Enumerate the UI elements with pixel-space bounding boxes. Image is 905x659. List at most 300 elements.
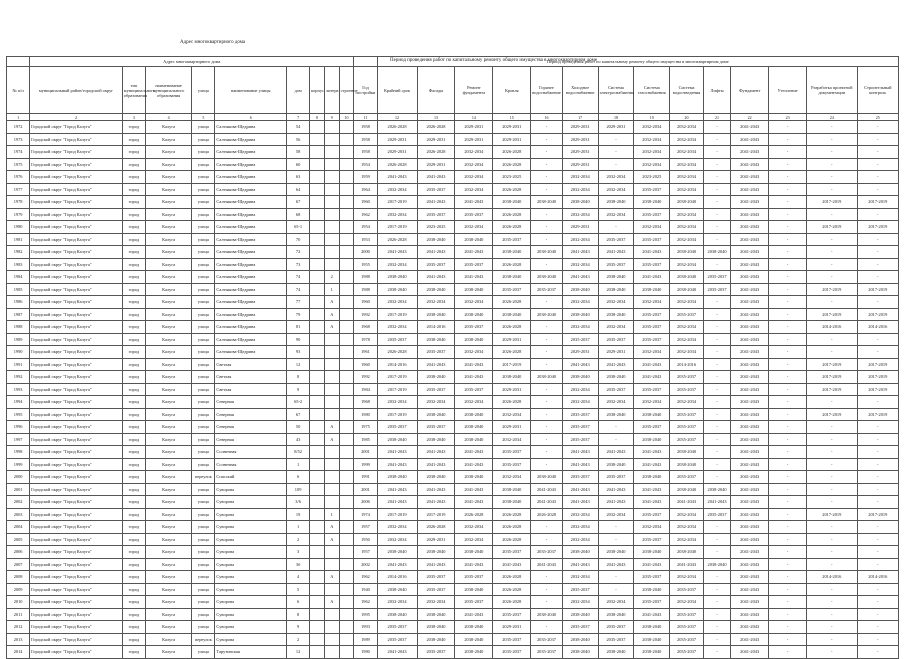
table-cell: улица	[192, 346, 215, 359]
table-cell: 2038-2040	[670, 483, 704, 496]
table-row	[7, 233, 899, 246]
table-cell: Городской округ "Город Калуга"	[30, 608, 123, 621]
table-cell: 2035-2037	[493, 446, 531, 459]
table-cell: -	[807, 433, 858, 446]
table-cell: -	[807, 621, 858, 634]
table-cell: Городской округ "Город Калуга"	[30, 571, 123, 584]
table-cell: 2041-2043	[377, 246, 417, 259]
table-row	[7, 471, 899, 484]
table-cell: -	[703, 308, 730, 321]
table-cell: Калуга	[145, 383, 191, 396]
table-cell: 2009	[7, 583, 30, 596]
table-cell: 2038-2040	[531, 608, 563, 621]
table-cell: 1968	[354, 396, 377, 409]
table-cell: -	[703, 371, 730, 384]
table-cell: 2032-2034	[634, 346, 670, 359]
table-cell: 2029-2031	[493, 383, 531, 396]
table-cell: 2038-2040	[634, 471, 670, 484]
table-cell: 2017-2019	[807, 508, 858, 521]
table-cell	[310, 308, 325, 321]
table-cell: город	[122, 433, 145, 446]
table-cell: Калуга	[145, 258, 191, 271]
column-number: 17	[562, 114, 598, 121]
table-cell: -	[769, 521, 807, 534]
table-cell: 2000	[7, 471, 30, 484]
table-row	[7, 283, 899, 296]
table-cell: 2041-2043	[598, 246, 634, 259]
table-cell: -	[857, 583, 898, 596]
table-cell: город	[122, 258, 145, 271]
table-cell: 1992	[354, 371, 377, 384]
table-cell: 2041-2043	[634, 446, 670, 459]
table-cell: Салтыкова-Щедрина	[215, 296, 287, 309]
table-cell: -	[807, 158, 858, 171]
table-cell: 2032-2034	[634, 221, 670, 234]
table-cell: Салтыкова-Щедрина	[215, 221, 287, 234]
table-cell	[339, 408, 354, 421]
table-cell: 1958	[354, 121, 377, 134]
table-cell: 2035-2037	[493, 608, 531, 621]
table-cell: -	[769, 408, 807, 421]
table-cell: Калуга	[145, 521, 191, 534]
table-row	[7, 558, 899, 571]
table-cell: 1984	[7, 271, 30, 284]
table-cell: 2017-2019	[807, 383, 858, 396]
table-cell: 1968	[354, 321, 377, 334]
table-cell: 2038-2040	[598, 283, 634, 296]
table-cell: -	[857, 158, 898, 171]
table-cell: Салтыкова-Щедрина	[215, 133, 287, 146]
table-cell: -	[598, 421, 634, 434]
table-cell: 2041-2043	[455, 446, 493, 459]
table-cell: 2041-2043	[731, 271, 769, 284]
table-cell: 43	[287, 433, 310, 446]
table-cell: 2041-2043	[417, 246, 455, 259]
table-cell	[324, 158, 339, 171]
table-cell: 2041-2043	[455, 246, 493, 259]
table-cell: Калуга	[145, 571, 191, 584]
table-cell: 2035-2037	[670, 646, 704, 659]
table-cell: -	[531, 296, 563, 309]
table-cell: 2029-2031	[493, 133, 531, 146]
table-cell: 2041-2043	[731, 521, 769, 534]
table-cell: улица	[192, 608, 215, 621]
table-cell: Суворова	[215, 608, 287, 621]
table-cell: 2032-2034	[455, 521, 493, 534]
table-cell: 2041-2043	[377, 558, 417, 571]
table-cell: -	[857, 421, 898, 434]
table-cell: 2035-2037	[598, 333, 634, 346]
table-cell: -	[703, 158, 730, 171]
table-cell	[324, 583, 339, 596]
table-cell: 2032-2034	[670, 596, 704, 609]
table-cell: 2035-2037	[493, 646, 531, 659]
table-cell: 2041-2043	[731, 208, 769, 221]
table-cell: 2035-2037	[417, 421, 455, 434]
table-cell: 2041-2043	[562, 458, 598, 471]
table-cell: -	[857, 271, 898, 284]
table-cell: -	[703, 421, 730, 434]
table-cell: 2038-2040	[531, 196, 563, 209]
table-row	[7, 258, 899, 271]
column-number: 25	[857, 114, 898, 121]
table-cell: 2000	[354, 246, 377, 259]
table-cell: город	[122, 121, 145, 134]
table-cell: -	[598, 433, 634, 446]
table-cell: -	[703, 358, 730, 371]
table-cell: Городской округ "Город Калуга"	[30, 208, 123, 221]
table-cell: 2041-2043	[731, 433, 769, 446]
column-header: Год постройки	[354, 67, 377, 114]
table-cell: 2041-2043	[731, 283, 769, 296]
table-cell: -	[769, 496, 807, 509]
table-cell: 2041-2043	[731, 358, 769, 371]
table-cell	[339, 633, 354, 646]
table-cell: 2032-2034	[598, 208, 634, 221]
table-cell: 1982	[7, 246, 30, 259]
table-cell: Салтыкова-Щедрина	[215, 183, 287, 196]
table-cell: Салтыкова-Щедрина	[215, 321, 287, 334]
table-cell: улица	[192, 546, 215, 559]
table-cell: 2038-2040	[417, 371, 455, 384]
table-cell: 2017-2019	[377, 508, 417, 521]
table-cell: Салтыкова-Щедрина	[215, 258, 287, 271]
table-cell: 2041-2043	[531, 483, 563, 496]
table-cell: -	[769, 133, 807, 146]
table-cell: Спасский	[215, 471, 287, 484]
table-cell: город	[122, 296, 145, 309]
table-cell	[310, 133, 325, 146]
table-cell: -	[769, 533, 807, 546]
table-cell: город	[122, 521, 145, 534]
table-cell: 2014-2016	[857, 571, 898, 584]
table-cell: Городской округ "Город Калуга"	[30, 583, 123, 596]
table-cell: -	[769, 196, 807, 209]
table-cell: -	[769, 596, 807, 609]
column-number: 15	[493, 114, 531, 121]
table-cell: 2041-2043	[377, 171, 417, 184]
table-cell: 77	[287, 296, 310, 309]
column-header: Крайний срок	[377, 67, 417, 114]
table-cell: 2038-2040	[670, 446, 704, 459]
table-cell	[310, 521, 325, 534]
column-header: наименование улицы	[215, 67, 287, 114]
column-header: дом	[287, 67, 310, 114]
table-cell: -	[531, 421, 563, 434]
table-cell: 1999	[7, 458, 30, 471]
table-cell: -	[531, 221, 563, 234]
table-cell: -	[531, 408, 563, 421]
table-cell: 2041-2043	[417, 446, 455, 459]
table-row	[7, 133, 899, 146]
table-cell: 2032-2034	[377, 596, 417, 609]
table-cell: 2035-2037	[634, 183, 670, 196]
table-cell: Салтыкова-Щедрина	[215, 246, 287, 259]
table-cell: 2032-2034	[670, 208, 704, 221]
table-cell: улица	[192, 208, 215, 221]
column-header: Система водоотведения	[670, 67, 704, 114]
table-cell: улица	[192, 271, 215, 284]
table-row	[7, 521, 899, 534]
table-cell: 2017-2019	[857, 283, 898, 296]
table-cell: 2041-2043	[731, 196, 769, 209]
table-cell: 2038-2040	[531, 271, 563, 284]
table-cell: 2032-2034	[634, 521, 670, 534]
table-cell: Солнечная	[215, 458, 287, 471]
table-cell: 2041-2043	[731, 608, 769, 621]
table-cell: 2041-2043	[455, 371, 493, 384]
table-cell: 2007	[7, 558, 30, 571]
table-cell: 2035-2037	[493, 233, 531, 246]
table-cell: город	[122, 171, 145, 184]
table-cell: 2041-2043	[731, 221, 769, 234]
table-cell: 1962	[354, 208, 377, 221]
table-cell: Калуга	[145, 533, 191, 546]
table-cell: 2035-2037	[562, 621, 598, 634]
table-cell	[310, 233, 325, 246]
table-cell: 3	[287, 546, 310, 559]
table-cell: 2038-2040	[562, 308, 598, 321]
table-cell: город	[122, 471, 145, 484]
table-cell: Городской округ "Город Калуга"	[30, 558, 123, 571]
table-cell: -	[703, 121, 730, 134]
table-cell: Городской округ "Город Калуга"	[30, 521, 123, 534]
table-cell: улица	[192, 521, 215, 534]
table-cell	[339, 296, 354, 309]
table-cell: -	[769, 546, 807, 559]
table-cell: 2029-2031	[562, 158, 598, 171]
table-cell: 2041-2043	[731, 258, 769, 271]
table-cell: 2038-2040	[417, 233, 455, 246]
table-cell: улица	[192, 221, 215, 234]
table-cell: -	[769, 321, 807, 334]
table-cell: -	[769, 246, 807, 259]
table-cell: Калуга	[145, 233, 191, 246]
table-cell: Калуга	[145, 483, 191, 496]
table-cell: -	[857, 258, 898, 271]
table-cell: Городской округ "Город Калуга"	[30, 258, 123, 271]
table-cell	[339, 308, 354, 321]
table-cell	[310, 508, 325, 521]
table-cell: 2038-2040	[598, 308, 634, 321]
table-cell: 2035-2037	[455, 208, 493, 221]
table-cell	[310, 408, 325, 421]
table-row	[7, 333, 899, 346]
table-cell: Калуга	[145, 283, 191, 296]
table-cell	[339, 371, 354, 384]
table-cell: Городской округ "Город Калуга"	[30, 283, 123, 296]
table-cell: 2032-2034	[493, 433, 531, 446]
table-cell: 2026-2028	[493, 571, 531, 584]
table-cell: Калуга	[145, 371, 191, 384]
table-cell: -	[857, 246, 898, 259]
table-cell: город	[122, 321, 145, 334]
table-cell: 2041-2043	[562, 558, 598, 571]
table-cell: 2032-2034	[377, 396, 417, 409]
table-cell: 2041-2043	[562, 271, 598, 284]
table-cell: 1985	[354, 433, 377, 446]
table-cell: 2032-2034	[417, 296, 455, 309]
table-cell: 2041-2043	[731, 396, 769, 409]
table-cell: город	[122, 246, 145, 259]
table-cell: 2038-2040	[634, 583, 670, 596]
table-cell: 1994	[7, 396, 30, 409]
table-cell: Городской округ "Город Калуга"	[30, 396, 123, 409]
table-cell: 8/52	[287, 446, 310, 459]
table-cell: Городской округ "Город Калуга"	[30, 471, 123, 484]
table-cell: 2041-2043	[562, 446, 598, 459]
table-cell: город	[122, 396, 145, 409]
table-cell	[324, 246, 339, 259]
table-cell: -	[531, 621, 563, 634]
table-cell	[310, 221, 325, 234]
table-cell: -	[703, 396, 730, 409]
table-cell: 2017-2019	[807, 221, 858, 234]
table-cell: -	[598, 158, 634, 171]
table-cell: -	[807, 521, 858, 534]
table-cell: 2032-2034	[670, 571, 704, 584]
table-cell: улица	[192, 621, 215, 634]
table-cell: -	[769, 333, 807, 346]
table-cell: 1	[287, 521, 310, 534]
table-cell: 2038-2040	[531, 371, 563, 384]
table-cell: 2041-2043	[731, 583, 769, 596]
table-cell: -	[857, 621, 898, 634]
table-cell	[339, 583, 354, 596]
table-cell: 2035-2037	[562, 421, 598, 434]
table-cell: 2038-2040	[455, 233, 493, 246]
column-header: Ремонт фундамента	[455, 67, 493, 114]
table-cell	[324, 146, 339, 159]
table-cell: Светлая	[215, 358, 287, 371]
table-cell: 2035-2037	[531, 283, 563, 296]
table-cell: 2035-2037	[634, 596, 670, 609]
table-cell	[310, 483, 325, 496]
table-cell: 1985	[7, 283, 30, 296]
table-cell: -	[807, 596, 858, 609]
table-cell	[339, 233, 354, 246]
table-cell: 2035-2037	[493, 458, 531, 471]
table-cell: 2026-2028	[493, 146, 531, 159]
table-cell: -	[769, 458, 807, 471]
table-cell: Суворова	[215, 546, 287, 559]
table-cell: -	[857, 646, 898, 659]
table-cell	[310, 583, 325, 596]
table-cell: -	[769, 121, 807, 134]
table-cell: Городской округ "Город Калуга"	[30, 408, 123, 421]
table-cell: -	[857, 496, 898, 509]
table-cell: 2041-2043	[455, 358, 493, 371]
table-cell: Калуга	[145, 508, 191, 521]
table-cell: -	[703, 446, 730, 459]
table-cell: -	[857, 558, 898, 571]
table-cell: 1976	[7, 171, 30, 184]
table-cell: 2041-2043	[731, 483, 769, 496]
table-cell: 8	[287, 371, 310, 384]
table-cell: 2035-2037	[562, 408, 598, 421]
table-cell: 2038-2040	[493, 308, 531, 321]
table-cell: 2038-2040	[493, 483, 531, 496]
table-cell: 2032-2034	[634, 133, 670, 146]
table-row	[7, 421, 899, 434]
table-cell: 2035-2037	[634, 508, 670, 521]
table-cell: 2038-2040	[455, 621, 493, 634]
table-cell	[324, 208, 339, 221]
table-cell: Калуга	[145, 358, 191, 371]
table-cell: Калуга	[145, 308, 191, 321]
table-cell: 1974	[354, 508, 377, 521]
table-cell: 1986	[7, 296, 30, 309]
table-cell: -	[769, 158, 807, 171]
table-cell: -	[769, 383, 807, 396]
table-cell: Северная	[215, 421, 287, 434]
table-cell: Калуга	[145, 296, 191, 309]
table-cell: 2041-2043	[731, 346, 769, 359]
table-cell: 19	[287, 508, 310, 521]
table-cell: город	[122, 533, 145, 546]
table-cell: -	[769, 421, 807, 434]
table-cell: -	[807, 271, 858, 284]
table-cell: 2038-2040	[598, 646, 634, 659]
table-cell: 2035-2037	[703, 283, 730, 296]
table-cell	[310, 433, 325, 446]
table-cell: -	[531, 171, 563, 184]
table-cell: -	[769, 621, 807, 634]
table-cell: 2014-2016	[857, 321, 898, 334]
table-cell: 3б	[287, 558, 310, 571]
table-cell: город	[122, 133, 145, 146]
table-cell: 2038-2040	[493, 271, 531, 284]
table-cell	[339, 208, 354, 221]
table-cell	[310, 533, 325, 546]
table-cell: город	[122, 571, 145, 584]
table-cell: -	[703, 333, 730, 346]
table-cell: 2032-2034	[670, 183, 704, 196]
table-cell: Калуга	[145, 421, 191, 434]
table-cell: 109	[287, 483, 310, 496]
table-cell: -	[531, 133, 563, 146]
table-cell: Калуга	[145, 546, 191, 559]
table-cell: 2032-2034	[634, 158, 670, 171]
table-cell: 2041-2043	[731, 446, 769, 459]
table-cell: -	[769, 508, 807, 521]
table-row	[7, 371, 899, 384]
table-cell: переулок	[192, 633, 215, 646]
table-row	[7, 458, 899, 471]
column-number: 1	[7, 114, 30, 121]
table-cell: 2038-2040	[377, 433, 417, 446]
table-cell: Салтыкова-Щедрина	[215, 158, 287, 171]
table-cell: 2038-2040	[634, 546, 670, 559]
table-cell: город	[122, 158, 145, 171]
table-cell: Суворова	[215, 558, 287, 571]
table-cell: улица	[192, 283, 215, 296]
table-cell: -	[807, 121, 858, 134]
table-cell	[310, 283, 325, 296]
table-cell: 2038-2040	[598, 408, 634, 421]
table-cell: 9	[287, 383, 310, 396]
table-cell: 2035-2037	[670, 421, 704, 434]
table-cell: 2032-2034	[670, 121, 704, 134]
table-cell: 2026-2028	[493, 258, 531, 271]
table-cell: 2041-2043	[417, 171, 455, 184]
column-number: 23	[769, 114, 807, 121]
table-cell: -	[857, 296, 898, 309]
table-row	[7, 396, 899, 409]
table-cell: Калуга	[145, 633, 191, 646]
table-cell: 1996	[7, 421, 30, 434]
table-cell: -	[769, 633, 807, 646]
